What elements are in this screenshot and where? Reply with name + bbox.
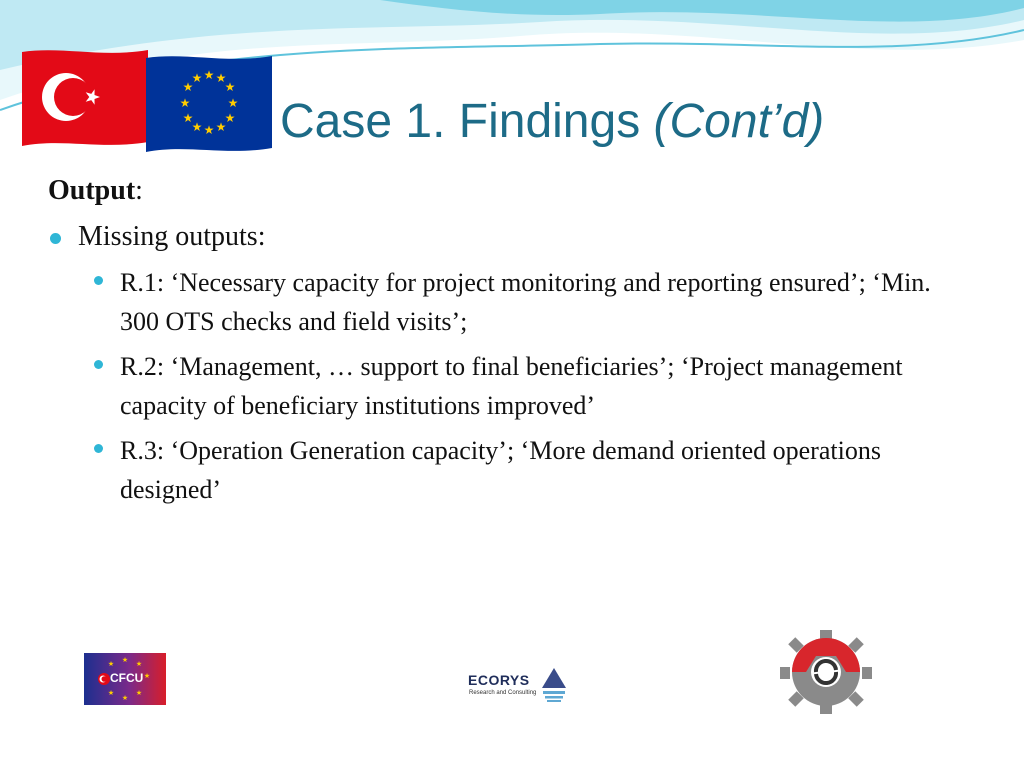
sub-bullet-text: R.1: ‘Necessary capacity for project monitoring and reporting ensured’; ‘Min. 300 OTS checks and field visits’; bbox=[120, 268, 931, 337]
svg-text:★: ★ bbox=[143, 672, 151, 680]
slide-content bbox=[48, 174, 968, 515]
sub-bullet-text: R.2: ‘Management, … support to final beneficiaries’; ‘Project management capacity of beneficiary institutions improved’ bbox=[120, 352, 903, 421]
svg-text:★: ★ bbox=[191, 120, 203, 134]
section-heading bbox=[48, 174, 968, 208]
sub-bullet-list bbox=[48, 263, 968, 509]
bullet-text: Missing outputs: bbox=[78, 220, 266, 252]
slide-title bbox=[280, 95, 825, 148]
bullet-dot-icon bbox=[94, 444, 103, 453]
svg-text:★: ★ bbox=[224, 111, 236, 125]
svg-text:★: ★ bbox=[135, 660, 143, 668]
bullet-dot-icon bbox=[94, 276, 103, 285]
svg-text:★: ★ bbox=[203, 68, 215, 82]
svg-text:★: ★ bbox=[215, 71, 227, 85]
section-label-colon: : bbox=[135, 175, 143, 206]
bullet-dot-icon bbox=[94, 360, 103, 369]
svg-text:★: ★ bbox=[182, 111, 194, 125]
ecorys-triangle-icon bbox=[540, 666, 568, 706]
slide-title-italic: (Cont’d) bbox=[653, 95, 825, 148]
sub-bullet-item-r1 bbox=[48, 263, 935, 341]
sub-bullet-item-r2 bbox=[48, 347, 935, 425]
slide-title-main: Case 1. Findings bbox=[280, 95, 641, 148]
svg-text:★: ★ bbox=[135, 689, 143, 697]
svg-text:★: ★ bbox=[182, 80, 194, 94]
ecorys-logo bbox=[466, 660, 570, 708]
cfcu-logo bbox=[84, 653, 166, 705]
svg-text:★: ★ bbox=[224, 80, 236, 94]
cfcu-logo-text: CFCU bbox=[110, 671, 144, 685]
svg-text:★: ★ bbox=[107, 660, 115, 668]
ecorys-logo-text: ECORYS bbox=[468, 672, 530, 688]
sub-bullet-item-r3 bbox=[48, 431, 935, 509]
svg-text:★: ★ bbox=[215, 120, 227, 134]
svg-text:★: ★ bbox=[227, 96, 239, 110]
gear-logo-icon bbox=[776, 630, 876, 714]
sub-bullet-text: R.3: ‘Operation Generation capacity’; ‘More demand oriented operations designed’ bbox=[120, 436, 881, 505]
turkey-flag-icon bbox=[22, 46, 148, 148]
bullet-item-missing-outputs bbox=[48, 220, 968, 254]
svg-text:★: ★ bbox=[121, 656, 129, 664]
eu-flag-icon bbox=[146, 52, 272, 154]
section-label: Output bbox=[48, 175, 136, 206]
svg-text:★: ★ bbox=[107, 689, 115, 697]
svg-text:★: ★ bbox=[179, 96, 191, 110]
ecorys-logo-subtitle: Research and Consulting bbox=[469, 690, 537, 696]
svg-text:★: ★ bbox=[121, 694, 129, 702]
svg-text:★: ★ bbox=[191, 71, 203, 85]
bullet-dot-icon bbox=[50, 233, 61, 244]
svg-text:★: ★ bbox=[203, 123, 215, 137]
